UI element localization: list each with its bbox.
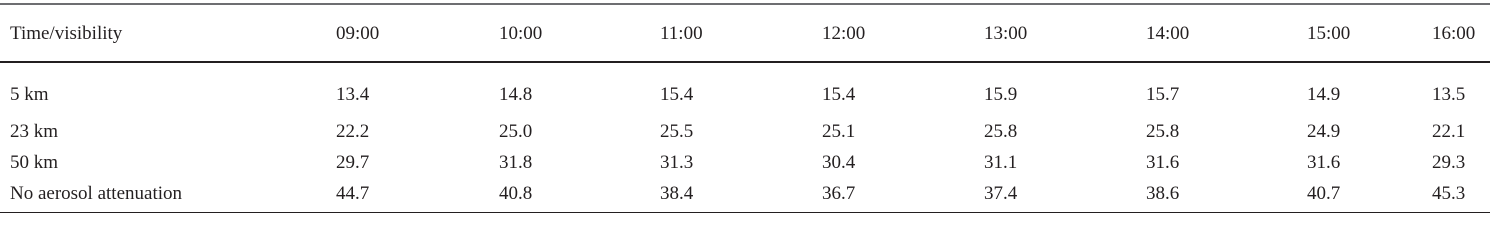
row-label: 50 km	[10, 152, 59, 173]
table-cell: 14.8	[499, 84, 533, 105]
table-cell: 22.1	[1432, 121, 1466, 142]
table-top-rule	[0, 3, 1490, 5]
table-cell: 15.9	[984, 84, 1018, 105]
table-cell: 15.7	[1146, 84, 1180, 105]
table-cell: 15.4	[822, 84, 856, 105]
table-cell: 37.4	[984, 183, 1018, 204]
table-cell: 31.8	[499, 152, 533, 173]
table-cell: 25.8	[1146, 121, 1180, 142]
table-cell: 44.7	[336, 183, 370, 204]
table-cell: 38.4	[660, 183, 694, 204]
header-cell-1600: 16:00	[1432, 23, 1476, 44]
table-cell: 31.1	[984, 152, 1018, 173]
table-cell: 25.0	[499, 121, 533, 142]
row-label: 23 km	[10, 121, 59, 142]
table-cell: 15.4	[660, 84, 694, 105]
header-cell-1100: 11:00	[660, 23, 703, 44]
header-cell-1400: 14:00	[1146, 23, 1190, 44]
table-cell: 13.5	[1432, 84, 1466, 105]
table-cell: 14.9	[1307, 84, 1341, 105]
table-cell: 29.3	[1432, 152, 1466, 173]
table-cell: 24.9	[1307, 121, 1341, 142]
table-cell: 38.6	[1146, 183, 1180, 204]
table-cell: 25.1	[822, 121, 856, 142]
row-label: No aerosol attenuation	[10, 183, 183, 204]
table-cell: 40.8	[499, 183, 533, 204]
row-label: 5 km	[10, 84, 49, 105]
table-cell: 25.5	[660, 121, 694, 142]
table-cell: 31.3	[660, 152, 694, 173]
header-cell-1200: 12:00	[822, 23, 866, 44]
table-cell: 31.6	[1307, 152, 1341, 173]
table-cell: 25.8	[984, 121, 1018, 142]
table-cell: 22.2	[336, 121, 370, 142]
table-cell: 36.7	[822, 183, 856, 204]
table-cell: 29.7	[336, 152, 370, 173]
header-cell-1000: 10:00	[499, 23, 543, 44]
table-cell: 30.4	[822, 152, 856, 173]
table-cell: 13.4	[336, 84, 370, 105]
table-cell: 45.3	[1432, 183, 1466, 204]
table-bottom-rule	[0, 212, 1490, 213]
header-cell-1300: 13:00	[984, 23, 1028, 44]
header-cell-time-visibility: Time/visibility	[10, 23, 123, 44]
table-cell: 31.6	[1146, 152, 1180, 173]
table-header-rule	[0, 61, 1490, 63]
table-cell: 40.7	[1307, 183, 1341, 204]
header-cell-0900: 09:00	[336, 23, 380, 44]
header-cell-1500: 15:00	[1307, 23, 1351, 44]
